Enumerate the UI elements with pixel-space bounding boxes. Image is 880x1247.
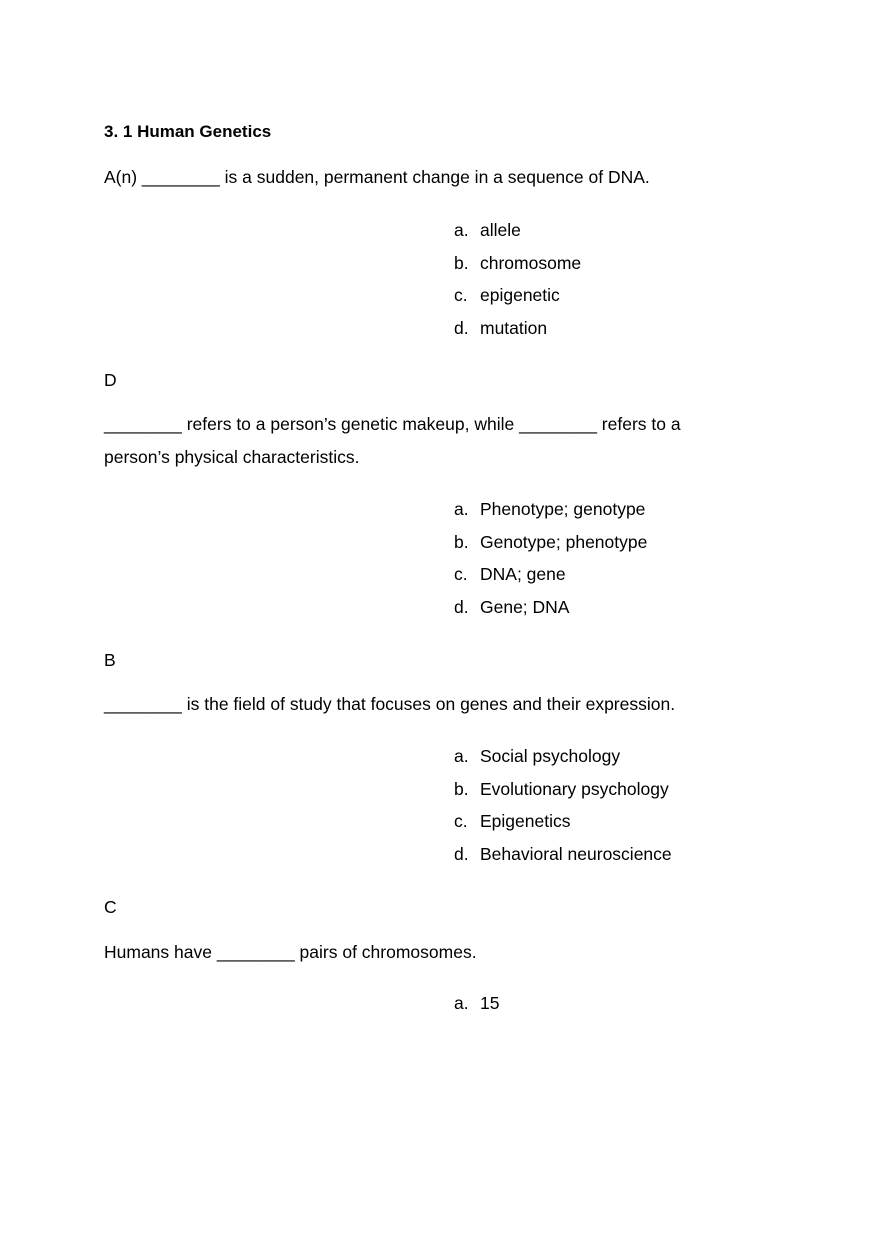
option-text: chromosome bbox=[480, 252, 582, 273]
option-item bbox=[454, 740, 672, 773]
option-letter: c. bbox=[454, 564, 468, 584]
option-text: allele bbox=[480, 220, 521, 240]
option-item bbox=[454, 279, 581, 312]
question-1-text: A(n) ________ is a sudden, permanent change in a sequence of DNA. bbox=[104, 167, 650, 187]
option-letter: a. bbox=[454, 746, 469, 766]
option-letter: c. bbox=[454, 285, 468, 305]
option-letter: b. bbox=[454, 531, 469, 552]
option-item bbox=[454, 312, 581, 345]
option-letter: d. bbox=[454, 596, 469, 617]
question-3-answer: C bbox=[104, 897, 117, 917]
option-text: Behavioral neuroscience bbox=[480, 843, 672, 864]
option-item bbox=[454, 558, 647, 591]
option-item bbox=[454, 838, 672, 871]
question-2-answer: B bbox=[104, 650, 116, 670]
option-letter: a. bbox=[454, 499, 469, 519]
option-text: Evolutionary psychology bbox=[480, 778, 669, 799]
option-text: Epigenetics bbox=[480, 811, 571, 831]
option-item bbox=[454, 247, 581, 280]
option-letter: a. bbox=[454, 993, 469, 1013]
option-text: Phenotype; genotype bbox=[480, 499, 646, 519]
option-text: Genotype; phenotype bbox=[480, 531, 648, 552]
option-text: DNA; gene bbox=[480, 564, 566, 584]
option-text: Social psychology bbox=[480, 746, 621, 766]
question-1-answer: D bbox=[104, 370, 117, 390]
section-title: 3. 1 Human Genetics bbox=[104, 122, 272, 141]
option-text: epigenetic bbox=[480, 285, 560, 305]
option-text: Gene; DNA bbox=[480, 596, 570, 617]
option-letter: d. bbox=[454, 317, 469, 338]
option-item bbox=[454, 805, 672, 838]
option-letter: c. bbox=[454, 811, 468, 831]
option-text: mutation bbox=[480, 317, 548, 338]
option-item bbox=[454, 591, 647, 624]
option-text: 15 bbox=[480, 993, 500, 1013]
option-item bbox=[454, 214, 581, 247]
question-3-text: ________ is the field of study that focuses on genes and their expression. bbox=[104, 694, 676, 714]
option-item bbox=[454, 526, 647, 559]
option-letter: b. bbox=[454, 778, 469, 799]
option-item bbox=[454, 773, 672, 806]
question-3-options bbox=[454, 740, 672, 870]
option-letter: b. bbox=[454, 252, 469, 273]
question-1-options bbox=[454, 214, 581, 344]
question-2-options bbox=[454, 493, 647, 623]
question-4-options bbox=[454, 987, 499, 1020]
question-2-text: ________ refers to a person’s genetic makeup, while ________ refers to a person’s physical characteristics. bbox=[104, 414, 681, 467]
question-4-text: Humans have ________ pairs of chromosomes. bbox=[104, 942, 477, 962]
option-letter: a. bbox=[454, 220, 469, 240]
option-letter: d. bbox=[454, 843, 469, 864]
option-item bbox=[454, 987, 499, 1020]
option-item bbox=[454, 493, 647, 526]
